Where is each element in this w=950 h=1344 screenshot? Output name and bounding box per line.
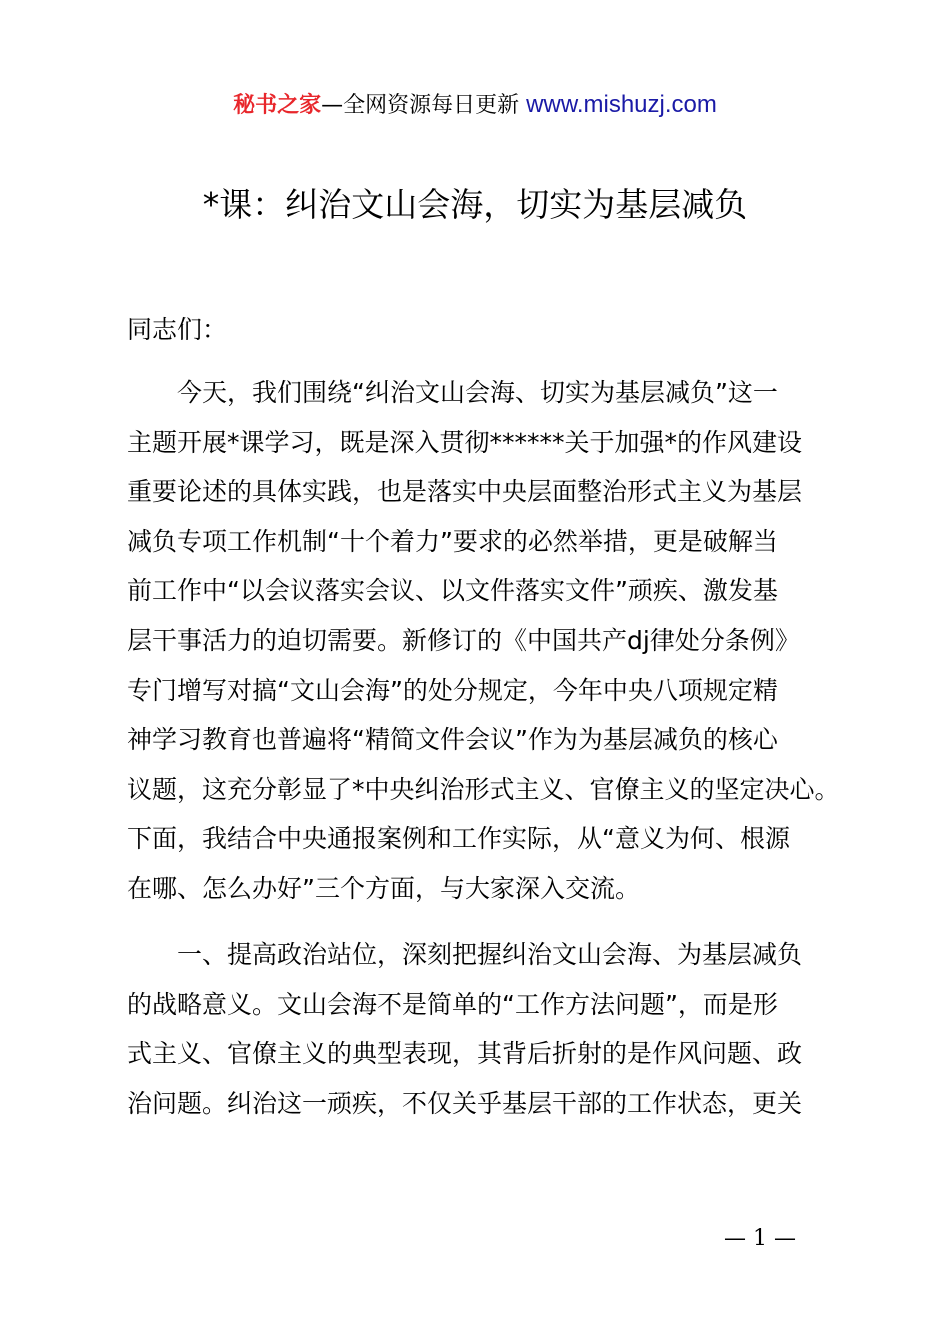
salutation: 同志们：: [127, 315, 228, 344]
paragraph-line: 前工作中“以会议落实会议、以文件落实文件”顽疾、激发基: [127, 576, 778, 606]
paragraph-line: 神学习教育也普遍将“精简文件会议”作为为基层减负的核心: [127, 725, 778, 755]
paragraph-line: 层干事活力的迫切需要。新修订的《中国共产dj律处分条例》: [127, 625, 800, 655]
paragraph-line: 式主义、官僚主义的典型表现，其背后折射的是作风问题、政: [127, 1039, 803, 1069]
document-title: *课：纠治文山会海，切实为基层减负: [202, 185, 748, 224]
paragraph-section-one: [127, 930, 837, 1128]
site-url-link[interactable]: www.mishuzj.com: [526, 91, 717, 118]
paragraph-line: 的战略意义。文山会海不是简单的“工作方法问题”，而是形: [127, 989, 778, 1019]
paragraph-line: 专门增写对搞“文山会海”的处分规定，今年中央八项规定精: [127, 675, 778, 705]
page-number: — 1 —: [724, 1226, 796, 1251]
paragraph-line: 议题，这充分彰显了*中央纠治形式主义、官僚主义的坚定决心。: [127, 774, 840, 804]
paragraph-line: 下面，我结合中央通报案例和工作实际，从“意义为何、根源: [127, 824, 790, 854]
paragraph-line: 主题开展*课学习，既是深入贯彻******关于加强*的作风建设: [127, 427, 803, 457]
paragraph-line: 一、提高政治站位，深刻把握纠治文山会海、为基层减负: [177, 940, 803, 969]
paragraph-line: 治问题。纠治这一顽疾，不仅关乎基层干部的工作状态，更关: [127, 1088, 803, 1118]
paragraph-line: 重要论述的具体实践，也是落实中央层面整治形式主义为基层: [127, 477, 803, 507]
site-header: [0, 88, 950, 123]
paragraph-intro: [127, 368, 840, 914]
site-tagline: —全网资源每日更新: [321, 93, 527, 118]
paragraph-line: 今天，我们围绕“纠治文山会海、切实为基层减负”这一: [177, 378, 778, 407]
site-brand: 秘书之家: [233, 93, 322, 118]
paragraph-line: 在哪、怎么办好”三个方面，与大家深入交流。: [127, 873, 640, 903]
paragraph-line: 减负专项工作机制“十个着力”要求的必然举措，更是破解当: [127, 526, 778, 556]
